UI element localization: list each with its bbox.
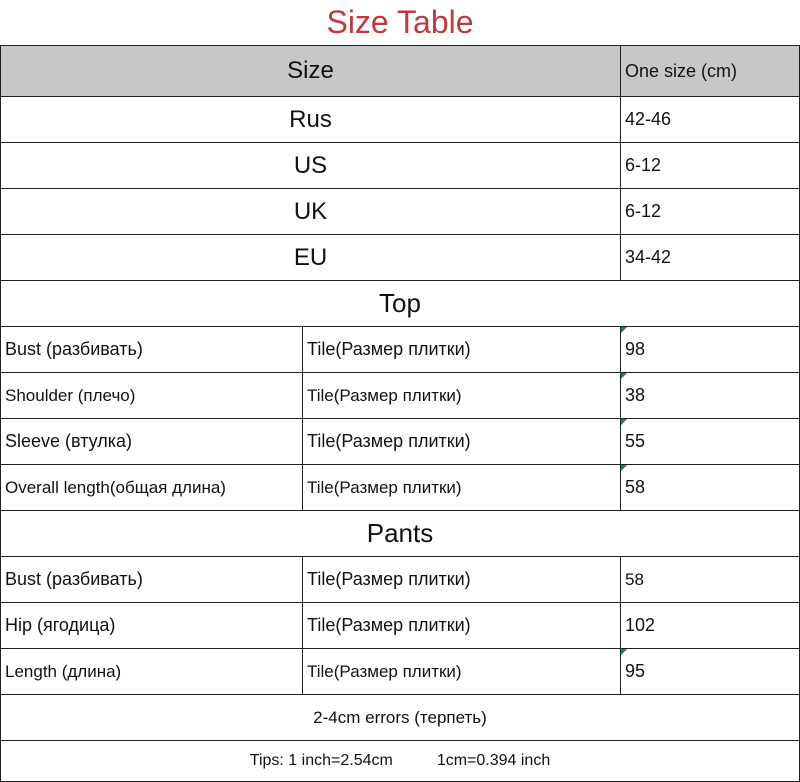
measure-name: Overall length(общая длина) xyxy=(1,465,303,511)
pants-row-hip xyxy=(1,603,800,649)
pants-section-row xyxy=(1,511,800,557)
measure-name: Bust (разбивать) xyxy=(1,327,303,373)
tips-cell xyxy=(1,741,800,782)
measure-value: 58 xyxy=(621,557,800,603)
top-heading: Top xyxy=(1,281,800,327)
corner-mark-icon xyxy=(621,649,627,655)
top-section-row xyxy=(1,281,800,327)
measure-type: Tile(Размер плитки) xyxy=(303,603,621,649)
tips-row xyxy=(1,741,800,782)
size-label: UK xyxy=(1,189,621,235)
measure-type: Tile(Размер плитки) xyxy=(303,649,621,695)
tips-cm: 1cm=0.394 inch xyxy=(436,752,551,769)
one-size-header: One size (cm) xyxy=(621,46,800,97)
size-value: 6-12 xyxy=(621,143,800,189)
measure-value: 102 xyxy=(621,603,800,649)
size-row-eu xyxy=(1,235,800,281)
measure-type: Tile(Размер плитки) xyxy=(303,373,621,419)
measure-name: Bust (разбивать) xyxy=(1,557,303,603)
measure-name: Sleeve (втулка) xyxy=(1,419,303,465)
page-title: Size Table xyxy=(326,4,474,40)
measure-name: Shoulder (плечо) xyxy=(1,373,303,419)
size-table xyxy=(0,45,800,782)
size-label: US xyxy=(1,143,621,189)
top-row-sleeve xyxy=(1,419,800,465)
top-row-length xyxy=(1,465,800,511)
size-value: 6-12 xyxy=(621,189,800,235)
table-header-row xyxy=(1,46,800,97)
size-row-rus xyxy=(1,97,800,143)
top-row-shoulder xyxy=(1,373,800,419)
pants-row-bust xyxy=(1,557,800,603)
measure-value: 38 xyxy=(621,373,800,419)
corner-mark-icon xyxy=(621,373,627,379)
size-label: EU xyxy=(1,235,621,281)
size-label: Rus xyxy=(1,97,621,143)
measure-value: 58 xyxy=(621,465,800,511)
measure-value: 98 xyxy=(621,327,800,373)
error-note-row xyxy=(1,695,800,741)
size-row-uk xyxy=(1,189,800,235)
size-value: 42-46 xyxy=(621,97,800,143)
measure-type: Tile(Размер плитки) xyxy=(303,327,621,373)
measure-value: 95 xyxy=(621,649,800,695)
measure-type: Tile(Размер плитки) xyxy=(303,465,621,511)
tips-inch: Tips: 1 inch=2.54cm xyxy=(249,752,393,769)
size-row-us xyxy=(1,143,800,189)
measure-name: Length (длина) xyxy=(1,649,303,695)
corner-mark-icon xyxy=(621,327,627,333)
pants-row-length xyxy=(1,649,800,695)
measure-value: 55 xyxy=(621,419,800,465)
size-header: Size xyxy=(1,46,621,97)
corner-mark-icon xyxy=(621,465,627,471)
top-row-bust xyxy=(1,327,800,373)
size-value: 34-42 xyxy=(621,235,800,281)
pants-heading: Pants xyxy=(1,511,800,557)
measure-name: Hip (ягодица) xyxy=(1,603,303,649)
measure-type: Tile(Размер плитки) xyxy=(303,557,621,603)
error-note: 2-4cm errors (терпеть) xyxy=(1,695,800,741)
measure-type: Tile(Размер плитки) xyxy=(303,419,621,465)
corner-mark-icon xyxy=(621,419,627,425)
